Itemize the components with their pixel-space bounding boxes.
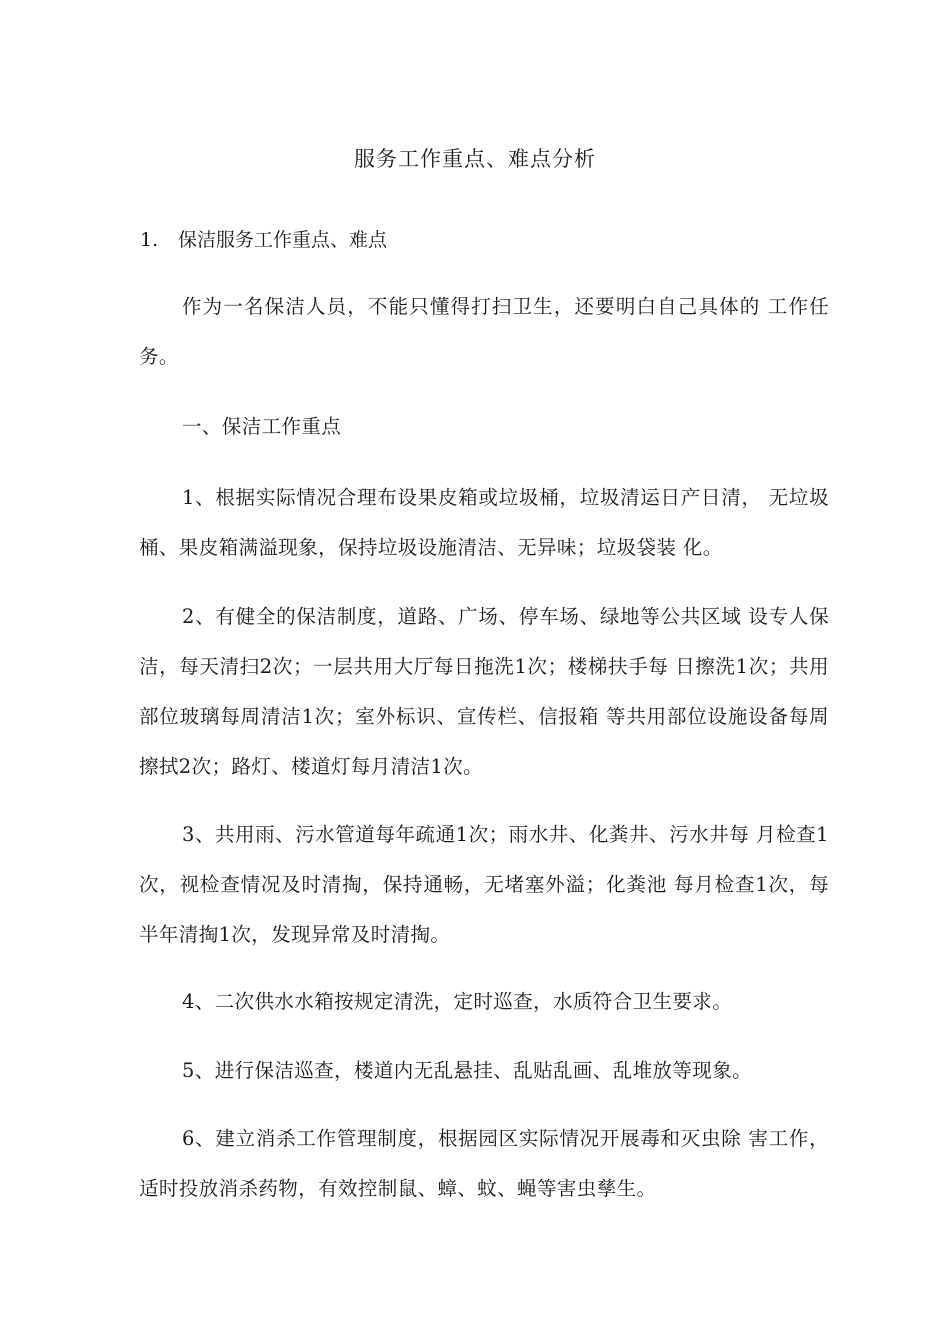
list-item-6: 6、建立消杀工作管理制度，根据园区实际情况开展毒和灭虫除 害工作，适时投放消杀药物，有效控制鼠、蟑、蚊、蝇等害虫孳生。 (139, 1127, 829, 1200)
list-item-4: 4、二次供水水箱按规定清洗，定时巡查，水质符合卫生要求。 (182, 990, 733, 1013)
list-item-1: 1、根据实际情况合理布设果皮箱或垃圾桶，垃圾清运日产日清， 无垃圾桶、果皮箱满溢现象，保持垃圾设施清洁、无异味；垃圾袋装 化。 (139, 486, 829, 559)
intro-paragraph: 作为一名保洁人员，不能只懂得打扫卫生，还要明白自己具体的 工作任务。 (139, 295, 829, 368)
document-title: 服务工作重点、难点分析 (354, 147, 596, 171)
section-heading (140, 226, 387, 254)
subheading: 一、保洁工作重点 (182, 415, 342, 438)
list-item-3: 3、共用雨、污水管道每年疏通1次；雨水井、化粪井、污水井每 月检查1次，视检查情况及时清掏，保持通畅，无堵塞外溢；化粪池 每月检查1次，每半年清掏1次，发现异常及时清掏。 (139, 823, 829, 946)
list-item-5: 5、进行保洁巡查，楼道内无乱悬挂、乱贴乱画、乱堆放等现象。 (182, 1059, 753, 1082)
list-item-2: 2、有健全的保洁制度，道路、广场、停车场、绿地等公共区域 设专人保洁，每天清扫2次；一层共用大厅每日拖洗1次；楼梯扶手每 日擦洗1次；共用部位玻璃每周清洁1次；室外标识、宣传栏、信报箱 等共用部位设施设备每周擦拭2次；路灯、楼道灯每月清洁1次。 (139, 605, 829, 778)
section-heading-text: 保洁服务工作重点、难点 (178, 229, 388, 251)
section-number: 1. (140, 229, 159, 251)
